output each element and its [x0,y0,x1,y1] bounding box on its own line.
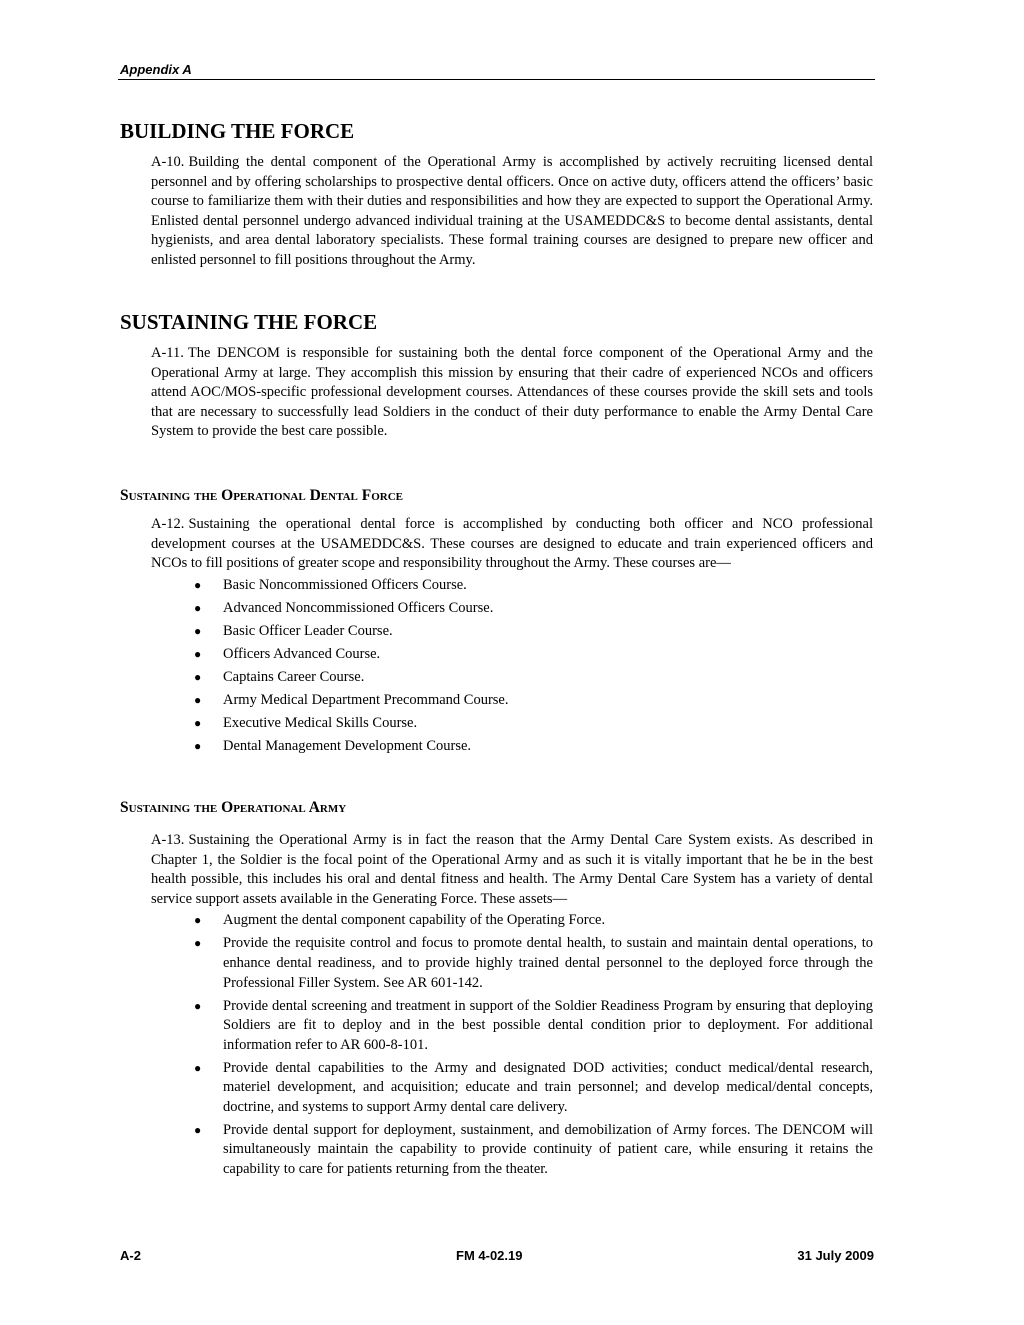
subsection-heading: Sustaining the Operational Army [120,799,347,816]
list-item: ● Officers Advanced Course. [223,645,873,665]
section-heading: SUSTAINING THE FORCE [120,310,378,334]
bullet-icon: ● [194,600,202,615]
list-item: ● Provide the requisite control and focus to promote dental health, to sustain and maintain dental operations, to enhance dental readiness, and to provide highly trained dental personnel to the deployed force through the Professional Filler System. See AR 601-142. [194,935,873,991]
list-item: ● Provide dental capabilities to the Army and designated DOD activities; conduct medical/dental research, materiel development, and acquisition; educate and train personnel; and develop medical/dental concepts, doctrine, and systems to support Army dental care delivery. [194,1059,873,1115]
bullet-icon: ● [194,1060,202,1075]
bullet-icon: ● [194,692,202,707]
list-item: ● Advanced Noncommissioned Officers Course. [223,599,873,619]
bullet-icon: ● [194,577,202,592]
running-header: Appendix A [120,62,192,77]
subsection-heading: Sustaining the Operational Dental Force [120,487,403,504]
paragraph-number: A-13. [151,832,185,848]
paragraph-a-10 [151,153,873,271]
footer-page-number: A-2 [120,1248,141,1263]
footer-document-id: FM 4-02.19 [456,1248,523,1263]
section-building-the-force [120,119,876,271]
section-heading: BUILDING THE FORCE [120,119,355,143]
bullet-icon: ● [194,913,202,928]
section-operational-army [120,798,876,1180]
bullet-icon: ● [194,715,202,730]
paragraph-number: A-10. [151,154,185,170]
bullet-icon: ● [194,738,202,753]
bullet-icon: ● [194,646,202,661]
list-item: ● Provide dental support for deployment, sustainment, and demobilization of Army forces. The DENCOM will simultaneously maintain the capability to provide continuity of patient care, while ensuring it retains the capability to care for patients returning from the theater. [194,1121,873,1178]
list-item: ● Executive Medical Skills Course. [223,714,873,734]
list-item: ● Augment the dental component capability of the Operating Force. [223,911,873,931]
section-operational-dental-force [120,486,876,756]
list-item: ● Dental Management Development Course. [223,737,873,757]
paragraph-text: Building the dental component of the Operational Army is accomplished by actively recruiting licensed dental personnel and by offering scholarships to prospective dental officers. Once on active duty, officers attend the officers’ basic course to familiarize them with their duties and responsibilities and how they are expected to support the Operational Army. Enlisted dental personnel undergo advanced individual training at the USAMEDDC&S to become dental assistants, dental hygienists, and area dental laboratory specialists. These formal training courses are designed to prepare new officer and enlisted personnel to fill positions throughout the Army. [151,154,873,268]
bullet-icon: ● [194,1122,202,1137]
paragraph-text: Sustaining the Operational Army is in fact the reason that the Army Dental Care System exists. As described in Chapter 1, the Soldier is the focal point of the Operational Army and as such it is vitally important that he be in the best health possible, this includes his oral and dental fitness and health. The Army Dental Care System has a variety of dental service support assets available in the Generating Force. These assets— [151,832,873,907]
list-item: ● Basic Noncommissioned Officers Course. [223,576,873,596]
list-item: ● Basic Officer Leader Course. [223,622,873,642]
paragraph-text: The DENCOM is responsible for sustaining both the dental force component of the Operational Army and the Operational Army at large. They accomplish this mission by ensuring that their cadre of experienced NCOs and officers attend AOC/MOS-specific professional development courses. Attendances of these courses provide the skill sets and tools that are necessary to successfully lead Soldiers in the conduct of their duty performance to enable the Army Dental Care System to provide the best care possible. [151,345,873,440]
footer-date: 31 July 2009 [797,1248,874,1263]
paragraph-a-13 [151,831,873,909]
paragraph-number: A-12. [151,516,185,532]
list-item: ● Army Medical Department Precommand Course. [223,691,873,711]
bullet-icon: ● [194,998,202,1013]
paragraph-text: Sustaining the operational dental force is accomplished by conducting both officer and NCO professional development courses at the USAMEDDC&S. These courses are designed to educate and train experienced officers and NCOs to fill positions of greater scope and responsibility throughout the Army. These courses are— [151,516,873,572]
paragraph-a-11 [151,344,873,442]
bullet-icon: ● [194,936,202,951]
paragraph-number: A-11. [151,345,184,361]
bullet-icon: ● [194,669,202,684]
assets-list [120,911,876,1179]
course-list [120,576,876,756]
list-item: ● Provide dental screening and treatment in support of the Soldier Readiness Program by ensuring that deploying Soldiers are fit to deploy and in the best possible dental condition prior to deployment. For additional information refer to AR 600-8-101. [194,997,873,1053]
header-rule [118,79,875,80]
paragraph-a-12 [151,515,873,574]
list-item: ● Captains Career Course. [223,668,873,688]
section-sustaining-the-force [120,310,876,442]
bullet-icon: ● [194,623,202,638]
